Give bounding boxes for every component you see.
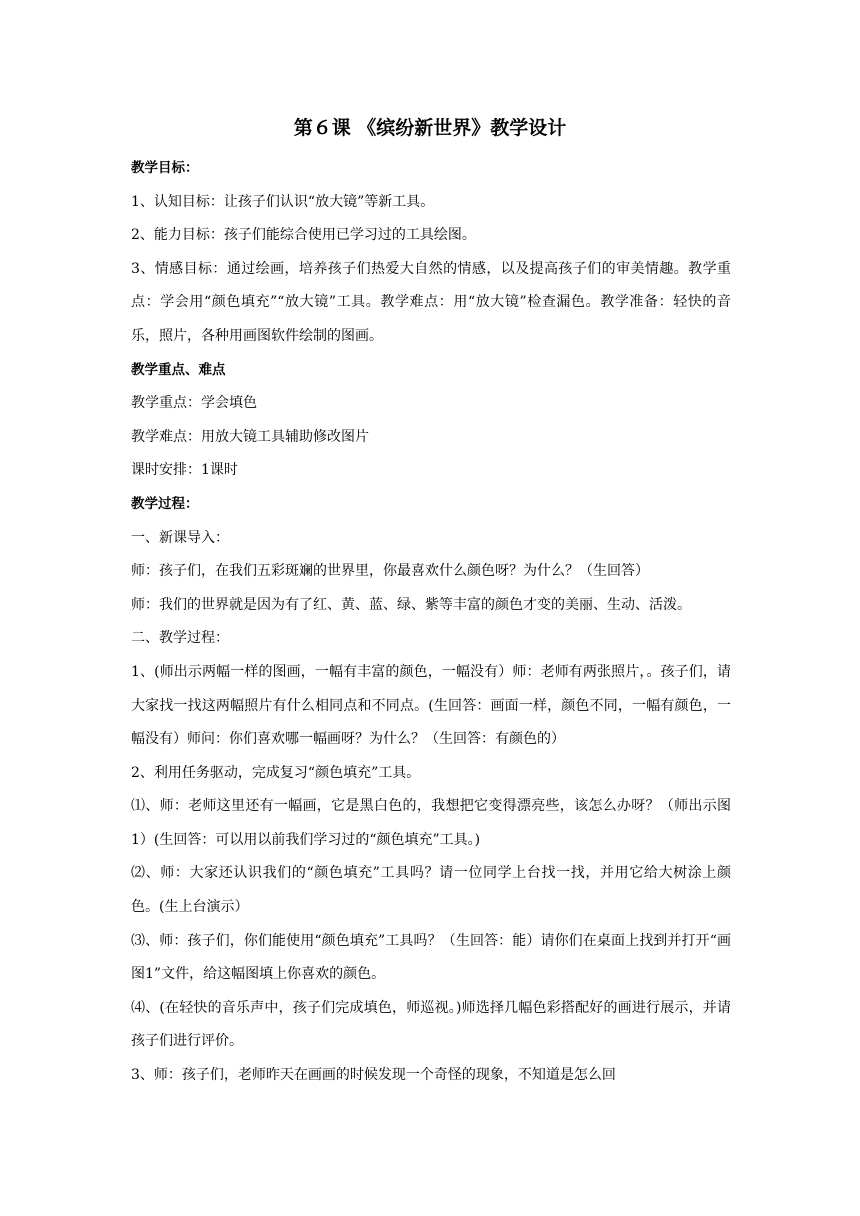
document-body (131, 152, 731, 1093)
paragraph: ⑶、师：孩子们，你们能使用“颜色填充”工具吗？（生回答：能）请你们在桌面上找到并打开“画图1”文件，给这幅图填上你喜欢的颜色。 (131, 932, 731, 983)
paragraph: 教学重点：学会填色 (131, 395, 257, 412)
paragraph: 教学难点：用放大镜工具辅助修改图片 (131, 428, 369, 445)
paragraph: 1、认知目标：让孩子们认识“放大镜”等新工具。 (131, 193, 435, 210)
paragraph: 师：我们的世界就是因为有了红、黄、蓝、绿、紫等丰富的颜色才变的美丽、生动、活泼。 (131, 596, 691, 613)
paragraph: ⑴、师：老师这里还有一幅画，它是黑白色的，我想把它变得漂亮些，该怎么办呀？（师出示图1）(生回答：可以用以前我们学习过的“颜色填充”工具。) (131, 798, 731, 848)
section-heading: 教学重点、难点 (131, 361, 226, 378)
paragraph: 3、情感目标：通过绘画，培养孩子们热爱大自然的情感，以及提高孩子们的审美情趣。教学重点：学会用“颜色填充”“放大镜”工具。教学难点：用“放大镜”检查漏色。教学准备：轻快的音乐，照片，各种用画图软件绘制的图画。 (131, 260, 731, 344)
paragraph: 二、教学过程： (131, 630, 229, 647)
paragraph: 1、(师出示两幅一样的图画，一幅有丰富的颜色，一幅没有）师：老师有两张照片，。孩子们，请大家找一找这两幅照片有什么相同点和不同点。(生回答：画面一样，颜色不同，一幅有颜色，一幅没有）师问：你们喜欢哪一幅画呀？为什么？（生回答：有颜色的） (131, 663, 731, 748)
section-heading: 教学过程： (131, 495, 199, 512)
paragraph: 一、新课导入： (131, 529, 229, 546)
paragraph: 3、师：孩子们，老师昨天在画画的时候发现一个奇怪的现象，不知道是怎么回 (131, 1067, 616, 1084)
paragraph: 课时安排：1课时 (131, 462, 238, 479)
paragraph: 2、利用任务驱动，完成复习“颜色填充”工具。 (131, 764, 421, 781)
paragraph: 2、能力目标：孩子们能综合使用已学习过的工具绘图。 (131, 227, 476, 244)
section-heading: 教学目标： (131, 160, 199, 176)
page-title: 第６课 《缤纷新世界》教学设计 (293, 117, 567, 139)
paragraph: ⑷、(在轻快的音乐声中，孩子们完成填色，师巡视。)师选择几幅色彩搭配好的画进行展示，并请孩子们进行评价。 (131, 999, 731, 1050)
paragraph: ⑵、师：大家还认识我们的“颜色填充”工具吗？请一位同学上台找一找，并用它给大树涂上颜色。(生上台演示） (131, 865, 731, 916)
paragraph: 师：孩子们，在我们五彩斑斓的世界里，你最喜欢什么颜色呀？为什么？（生回答） (131, 563, 649, 580)
